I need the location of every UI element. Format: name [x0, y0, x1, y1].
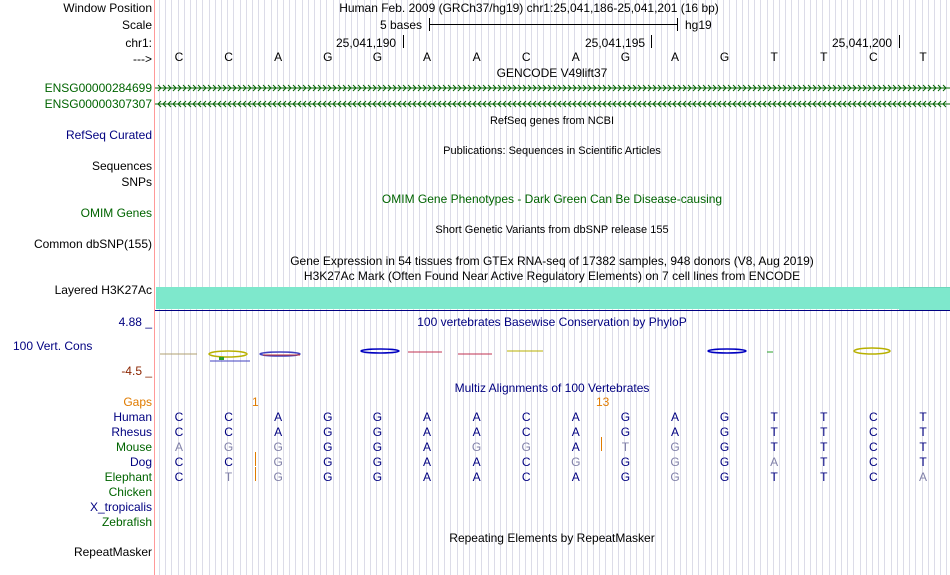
reference-base: G [620, 50, 631, 64]
reference-base: C [521, 50, 531, 64]
alignment-base: T [919, 455, 927, 469]
alignment-base: C [869, 440, 878, 454]
scale-text: 5 bases [380, 18, 423, 32]
alignment-base: C [224, 455, 233, 469]
gencode-track-title: GENCODE V49lift37 [496, 66, 608, 80]
alignment-base: T [770, 440, 778, 454]
alignment-base: A [274, 425, 283, 439]
alignment-base: T [919, 410, 927, 424]
reference-base: C [869, 50, 878, 64]
alignment-base: G [620, 410, 631, 424]
dbsnp-track-label[interactable]: Common dbSNP(155) [33, 237, 152, 251]
window-position-text: Human Feb. 2009 (GRCh37/hg19) chr1:25,041,186-25,041,201 (16 bp) [339, 1, 719, 15]
gene-label-1[interactable]: ENSG00000284699 [44, 81, 152, 95]
alignment-base: A [571, 440, 580, 454]
species-label-zebrafish[interactable]: Zebrafish [101, 515, 152, 529]
alignment-base: G [223, 440, 234, 454]
alignment-base: C [521, 410, 531, 424]
alignment-base: C [174, 455, 184, 469]
alignment-base: A [472, 410, 481, 424]
reference-base: T [770, 50, 778, 64]
reference-base: A [571, 50, 580, 64]
phylop-track-title: 100 vertebrates Basewise Conservation by PhyloP [417, 315, 687, 329]
reference-base: A [472, 50, 481, 64]
alignment-base: G [620, 470, 631, 484]
alignment-base: C [521, 455, 531, 469]
alignment-base: C [869, 425, 878, 439]
alignment-base: A [770, 455, 779, 469]
gap-count-1: 1 [252, 395, 259, 409]
alignment-base: G [372, 455, 383, 469]
phylop-max-label: 4.88 _ [118, 315, 152, 329]
alignment-base: A [472, 470, 481, 484]
alignment-base: T [770, 470, 778, 484]
scale-db-text: hg19 [685, 18, 712, 32]
reference-base: T [919, 50, 927, 64]
species-label-xtropicalis[interactable]: X_tropicalis [89, 500, 152, 514]
alignment-base: A [422, 470, 431, 484]
track-label-column [0, 0, 154, 575]
cons-track-label[interactable]: 100 Vert. Cons [13, 339, 93, 353]
alignment-base: A [472, 425, 481, 439]
alignment-base: T [820, 440, 828, 454]
strand-arrow-label: ---> [133, 52, 152, 66]
alignment-base: A [422, 440, 431, 454]
alignment-base: A [422, 425, 431, 439]
alignment-base: A [174, 440, 183, 454]
reference-base: A [670, 50, 679, 64]
alignment-base: G [670, 455, 680, 469]
repeatmasker-track-title: Repeating Elements by RepeatMasker [449, 531, 655, 545]
chrom-label: chr1: [125, 36, 152, 50]
alignment-base: A [571, 470, 580, 484]
alignment-base: G [323, 455, 333, 469]
snps-track-label[interactable]: SNPs [121, 175, 152, 189]
repeatmasker-track-label[interactable]: RepeatMasker [73, 545, 152, 559]
scale-label: Scale [121, 18, 152, 32]
alignment-base: A [472, 455, 481, 469]
coord-label-1: 25,041,190 [336, 36, 397, 50]
alignment-base: C [521, 470, 531, 484]
alignment-base: A [274, 410, 283, 424]
alignment-base: G [719, 410, 730, 424]
reference-base: G [323, 50, 333, 64]
gtex-track-title: Gene Expression in 54 tissues from GTEx RNA-seq of 17382 samples, 948 donors (V8, Aug 2019) [290, 254, 814, 268]
species-label-chicken[interactable]: Chicken [108, 485, 152, 499]
species-label-dog[interactable]: Dog [129, 455, 152, 469]
publications-track-title: Publications: Sequences in Scientific Articles [443, 145, 661, 157]
reference-base: G [719, 50, 730, 64]
gene-label-2[interactable]: ENSG00000307307 [44, 97, 152, 111]
alignment-base: G [372, 470, 383, 484]
alignment-base: G [273, 440, 283, 454]
alignment-base: G [471, 440, 482, 454]
gap-count-2: 13 [596, 395, 610, 409]
reference-base: G [372, 50, 383, 64]
alignment-base: G [719, 455, 730, 469]
multiz-track-title: Multiz Alignments of 100 Vertebrates [454, 381, 650, 395]
alignment-base: C [869, 470, 878, 484]
gap-marker-mouse [601, 437, 602, 451]
alignment-base: A [571, 425, 580, 439]
alignment-base: C [174, 470, 184, 484]
gap-marker-elephant [255, 467, 256, 481]
reference-base: T [820, 50, 828, 64]
alignment-base: G [620, 425, 631, 439]
alignment-base: G [719, 425, 730, 439]
alignment-base: G [719, 440, 730, 454]
alignment-base: T [919, 425, 927, 439]
alignment-base: T [621, 440, 630, 454]
alignment-base: C [174, 425, 184, 439]
alignment-base: T [820, 470, 828, 484]
alignment-base: C [869, 410, 878, 424]
window-position-label: Window Position [63, 1, 152, 15]
alignment-base: T [820, 425, 828, 439]
alignment-base: G [372, 440, 383, 454]
refseq-track-title: RefSeq genes from NCBI [489, 115, 615, 127]
alignment-base: T [820, 410, 828, 424]
sequences-track-label[interactable]: Sequences [91, 159, 152, 173]
alignment-base: G [372, 425, 383, 439]
refseq-track-label[interactable]: RefSeq Curated [65, 128, 152, 142]
alignment-base: G [273, 455, 283, 469]
reference-base: A [422, 50, 431, 64]
phylop-min-label: -4.5 _ [121, 364, 152, 378]
alignment-base: G [719, 470, 730, 484]
species-label-human[interactable]: Human [113, 410, 152, 424]
alignment-base: A [422, 410, 431, 424]
gaps-label: Gaps [123, 395, 152, 409]
reference-base: C [174, 50, 184, 64]
alignment-base: A [670, 410, 679, 424]
alignment-base: G [521, 440, 531, 454]
alignment-base: T [919, 440, 927, 454]
alignment-base: A [670, 425, 679, 439]
alignment-base: A [918, 470, 927, 484]
species-label-elephant[interactable]: Elephant [104, 470, 152, 484]
alignment-base: T [224, 470, 233, 484]
alignment-base: G [372, 410, 383, 424]
alignment-base: T [770, 425, 778, 439]
alignment-base: G [323, 440, 333, 454]
alignment-base: G [670, 440, 680, 454]
gap-marker-dog [255, 452, 256, 466]
h3k27ac-track-label[interactable]: Layered H3K27Ac [54, 283, 152, 297]
dbsnp-track-title: Short Genetic Variants from dbSNP release 155 [435, 224, 669, 236]
alignment-base: C [174, 410, 184, 424]
species-label-mouse[interactable]: Mouse [115, 440, 152, 454]
alignment-base: C [521, 425, 531, 439]
alignment-base: G [273, 470, 283, 484]
alignment-base: G [620, 455, 631, 469]
alignment-base: A [571, 410, 580, 424]
alignment-base: A [422, 455, 431, 469]
alignment-base: T [820, 455, 828, 469]
alignment-base: G [571, 455, 581, 469]
alignment-base: G [323, 470, 333, 484]
reference-base: C [224, 50, 233, 64]
alignment-base: G [670, 470, 680, 484]
species-label-rhesus[interactable]: Rhesus [111, 425, 152, 439]
alignment-base: G [323, 410, 333, 424]
alignment-base: C [869, 455, 878, 469]
alignment-base: T [770, 410, 778, 424]
reference-base: A [274, 50, 283, 64]
omim-track-title: OMIM Gene Phenotypes - Dark Green Can Be Disease-causing [381, 192, 723, 206]
alignment-base: C [224, 425, 233, 439]
omim-track-label[interactable]: OMIM Genes [80, 206, 152, 220]
alignment-base: C [224, 410, 233, 424]
alignment-base: G [323, 425, 333, 439]
track-display-area[interactable] [155, 0, 950, 575]
h3k27ac-track-title: H3K27Ac Mark (Often Found Near Active Regulatory Elements) on 7 cell lines from ENCODE [303, 269, 801, 283]
coord-label-3: 25,041,200 [832, 36, 893, 50]
coord-label-2: 25,041,195 [585, 36, 646, 50]
